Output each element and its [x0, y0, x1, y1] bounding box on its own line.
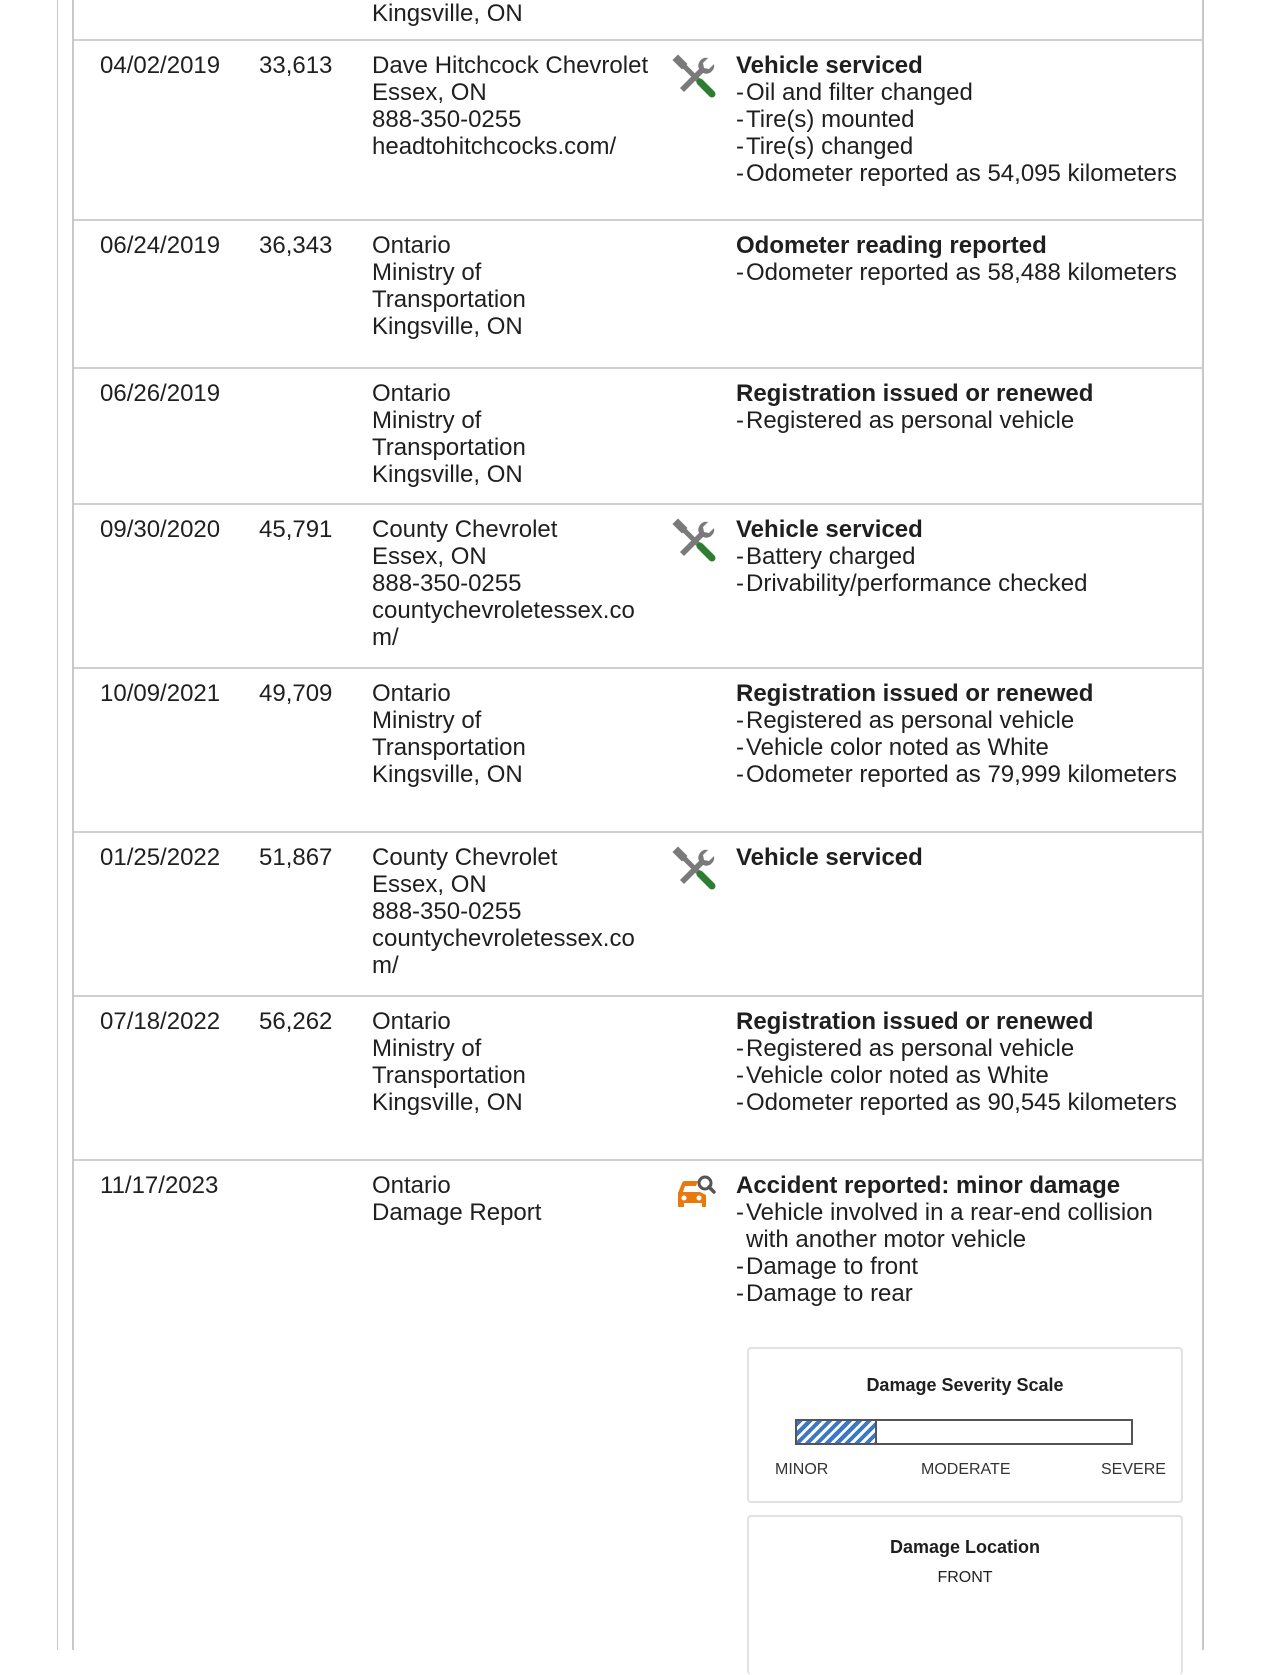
comment-item: - Tire(s) changed [736, 133, 914, 160]
table-row [74, 369, 1202, 505]
car-damage-search-icon [672, 1173, 716, 1217]
source-line: Ontario [372, 380, 451, 407]
record-source [372, 1172, 652, 1226]
table-row [74, 669, 1202, 833]
comment-item: - Odometer reported as 54,095 kilometers [736, 160, 1177, 187]
source-line: Essex, ON [372, 543, 487, 570]
record-comments [736, 1008, 1196, 1116]
source-line: Ontario [372, 232, 451, 259]
comment-item: - Registered as personal vehicle [736, 707, 1075, 734]
record-date: 06/24/2019 [100, 232, 221, 259]
history-table [72, 0, 1204, 1650]
record-date: 06/26/2019 [100, 380, 221, 407]
damage-severity-bar [795, 1419, 1133, 1445]
comment-item: - Tire(s) mounted [736, 106, 915, 133]
comment-item: - Oil and filter changed [736, 79, 973, 106]
comment-title: Vehicle serviced [736, 52, 923, 79]
table-row [74, 41, 1202, 221]
source-line: Ministry of [372, 707, 482, 734]
record-date: 04/02/2019 [100, 52, 221, 79]
source-line: Transportation [372, 286, 526, 313]
source-line: Essex, ON [372, 871, 487, 898]
record-source [372, 380, 652, 488]
record-comments [736, 844, 1196, 871]
record-odometer: 51,867 [259, 844, 333, 871]
comment-item: - Registered as personal vehicle [736, 1035, 1075, 1062]
record-source [372, 844, 652, 979]
severity-label-severe: SEVERE [1101, 1461, 1166, 1478]
page-left-border [57, 0, 58, 1650]
source-line: 888-350-0255 [372, 106, 522, 133]
wrench-screwdriver-icon [672, 846, 716, 890]
source-line: Kingsville, ON [372, 313, 523, 340]
record-source [372, 52, 652, 160]
record-odometer: 45,791 [259, 516, 333, 543]
comment-title: Accident reported: minor damage [736, 1172, 1121, 1199]
comment-item: - Battery charged [736, 543, 916, 570]
record-comments [736, 680, 1196, 788]
comment-item: - Odometer reported as 90,545 kilometers [736, 1089, 1177, 1116]
table-row [74, 997, 1202, 1161]
record-odometer: 33,613 [259, 52, 333, 79]
table-row [74, 505, 1202, 669]
comment-title: Registration issued or renewed [736, 1008, 1094, 1035]
comment-item: - Registered as personal vehicle [736, 407, 1075, 434]
record-odometer: 49,709 [259, 680, 333, 707]
source-line: 888-350-0255 [372, 898, 522, 925]
source-link[interactable]: headtohitchcocks.com/ [372, 133, 617, 160]
source-line: Kingsville, ON [372, 761, 523, 788]
comment-item: - Vehicle color noted as White [736, 734, 1049, 761]
source-line: Ontario [372, 680, 451, 707]
source-line: Ontario [372, 1172, 451, 1199]
record-date: 11/17/2023 [100, 1172, 219, 1199]
source-text: Kingsville, ON [372, 0, 523, 27]
source-line: Kingsville, ON [372, 461, 523, 488]
severity-label-moderate: MODERATE [921, 1461, 1011, 1478]
source-line: Ministry of [372, 407, 482, 434]
comment-item: - Damage to rear [736, 1280, 913, 1307]
comment-item: - Drivability/performance checked [736, 570, 1088, 597]
wrench-screwdriver-icon [672, 54, 716, 98]
record-comments [736, 516, 1196, 597]
record-comments [736, 380, 1196, 434]
comment-item: - Vehicle involved in a rear-end collision with another motor vehicle [736, 1199, 1153, 1253]
source-line: County Chevrolet [372, 516, 558, 543]
damage-severity-title: Damage Severity Scale [866, 1375, 1064, 1395]
source-line: Kingsville, ON [372, 1089, 523, 1116]
damage-location-panel [747, 1515, 1183, 1675]
record-comments [736, 1172, 1196, 1307]
table-row [74, 221, 1202, 369]
table-row [74, 1161, 1202, 1650]
source-line: Damage Report [372, 1199, 542, 1226]
source-line: Dave Hitchcock Chevrolet [372, 52, 649, 79]
record-source [372, 680, 652, 788]
source-line: Transportation [372, 434, 526, 461]
record-comments [736, 232, 1196, 286]
damage-location-front-label: FRONT [937, 1569, 993, 1586]
source-link[interactable]: countychevroletessex.com/ [372, 925, 635, 979]
comment-item: - Vehicle color noted as White [736, 1062, 1049, 1089]
record-comments [736, 52, 1196, 187]
wrench-screwdriver-icon [672, 518, 716, 562]
comment-item: - Odometer reported as 58,488 kilometers [736, 259, 1177, 286]
comment-title: Registration issued or renewed [736, 380, 1094, 407]
damage-location-title: Damage Location [889, 1537, 1041, 1557]
source-line: County Chevrolet [372, 844, 558, 871]
record-date: 01/25/2022 [100, 844, 221, 871]
comment-title: Vehicle serviced [736, 844, 923, 871]
comment-item: - Odometer reported as 79,999 kilometers [736, 761, 1177, 788]
source-line: Ministry of [372, 1035, 482, 1062]
source-line: Transportation [372, 1062, 526, 1089]
record-odometer: 36,343 [259, 232, 333, 259]
source-line: 888-350-0255 [372, 570, 522, 597]
table-row [74, 0, 1202, 41]
comment-title: Registration issued or renewed [736, 680, 1094, 707]
comment-title: Odometer reading reported [736, 232, 1047, 259]
record-date: 07/18/2022 [100, 1008, 221, 1035]
severity-label-minor: MINOR [775, 1461, 829, 1478]
source-line: Ministry of [372, 259, 482, 286]
source-link[interactable]: countychevroletessex.com/ [372, 597, 635, 651]
damage-severity-fill [797, 1421, 877, 1443]
record-date: 09/30/2020 [100, 516, 221, 543]
source-line: Ontario [372, 1008, 451, 1035]
comment-item: - Damage to front [736, 1253, 919, 1280]
record-odometer: 56,262 [259, 1008, 333, 1035]
record-source [372, 516, 652, 651]
source-line: Essex, ON [372, 79, 487, 106]
record-source [372, 232, 652, 340]
record-source [372, 1008, 652, 1116]
damage-severity-panel [747, 1347, 1183, 1503]
source-line: Transportation [372, 734, 526, 761]
comment-title: Vehicle serviced [736, 516, 923, 543]
table-row [74, 833, 1202, 997]
record-date: 10/09/2021 [100, 680, 221, 707]
